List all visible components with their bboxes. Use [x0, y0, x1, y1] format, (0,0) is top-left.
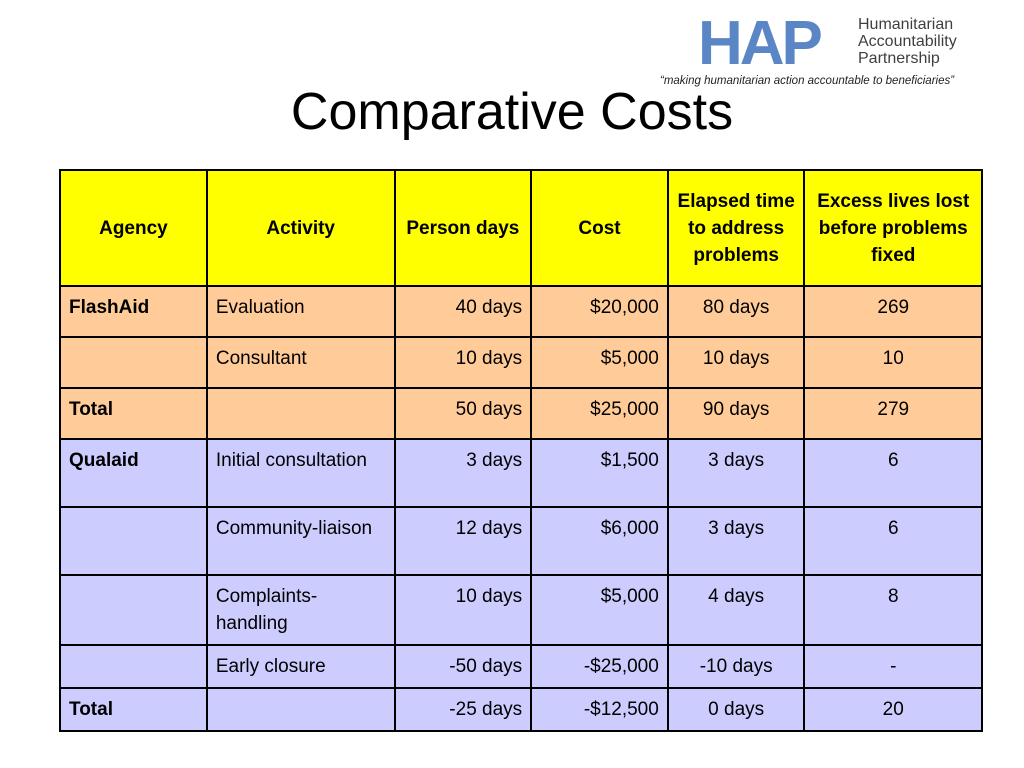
cell-cost: $20,000 [531, 286, 668, 337]
cell-excess-lives: 6 [804, 439, 982, 507]
cell-cost: $5,000 [531, 575, 668, 645]
cell-excess-lives: 269 [804, 286, 982, 337]
cell-person-days: 10 days [395, 575, 532, 645]
logo-mark: HAP [698, 9, 820, 78]
slide-title: Comparative Costs [290, 83, 734, 141]
cell-activity: Early closure [207, 645, 395, 688]
cell-elapsed-time: 3 days [668, 439, 805, 507]
table-row [60, 439, 982, 507]
logo-line-1: Humanitarian [858, 16, 954, 33]
cell-person-days: 12 days [395, 507, 532, 575]
cell-activity [207, 388, 395, 439]
cell-elapsed-time: 90 days [668, 388, 805, 439]
header-person-days: Person days [395, 170, 532, 286]
table-row [60, 575, 982, 645]
cell-person-days: 40 days [395, 286, 532, 337]
table-row [60, 388, 982, 439]
cell-person-days: 3 days [395, 439, 532, 507]
table-row [60, 688, 982, 731]
cell-agency: Total [60, 388, 207, 439]
cell-cost: $1,500 [531, 439, 668, 507]
cell-cost: -$25,000 [531, 645, 668, 688]
cell-person-days: 50 days [395, 388, 532, 439]
cell-agency [60, 645, 207, 688]
cell-excess-lives: 279 [804, 388, 982, 439]
header-cost: Cost [531, 170, 668, 286]
cell-elapsed-time: -10 days [668, 645, 805, 688]
cell-agency [60, 507, 207, 575]
cell-elapsed-time: 10 days [668, 337, 805, 388]
cell-agency: Qualaid [60, 439, 207, 507]
cell-person-days: -25 days [395, 688, 532, 731]
cell-activity: Consultant [207, 337, 395, 388]
cell-excess-lives: 6 [804, 507, 982, 575]
cell-agency [60, 337, 207, 388]
header-excess-lives: Excess lives lost before problems fixed [804, 170, 982, 286]
cell-activity: Complaints-handling [207, 575, 395, 645]
table-row [60, 645, 982, 688]
logo-tagline: “making humanitarian action accountable to beneficiaries” [660, 75, 955, 87]
cell-person-days: 10 days [395, 337, 532, 388]
cell-agency: FlashAid [60, 286, 207, 337]
logo-wordmark [858, 16, 957, 67]
cell-excess-lives: 20 [804, 688, 982, 731]
cell-cost: $6,000 [531, 507, 668, 575]
comparative-costs-table [59, 169, 983, 732]
table-body [60, 286, 982, 731]
cell-activity: Evaluation [207, 286, 395, 337]
header-elapsed-time: Elapsed time to address problems [668, 170, 805, 286]
cell-elapsed-time: 3 days [668, 507, 805, 575]
cell-elapsed-time: 0 days [668, 688, 805, 731]
cell-person-days: -50 days [395, 645, 532, 688]
cell-activity: Community-liaison [207, 507, 395, 575]
logo-line-3: Partnership [858, 50, 940, 67]
logo-line-2: Accountability [858, 33, 957, 50]
cell-cost: $25,000 [531, 388, 668, 439]
table-header-row [60, 170, 982, 286]
cell-cost: -$12,500 [531, 688, 668, 731]
header-agency: Agency [60, 170, 207, 286]
table-row [60, 507, 982, 575]
table-row [60, 286, 982, 337]
header-activity: Activity [207, 170, 395, 286]
table-row [60, 337, 982, 388]
cell-excess-lives: 8 [804, 575, 982, 645]
cell-agency: Total [60, 688, 207, 731]
cell-excess-lives: - [804, 645, 982, 688]
cell-activity [207, 688, 395, 731]
cell-activity: Initial consultation [207, 439, 395, 507]
cell-agency [60, 575, 207, 645]
cell-cost: $5,000 [531, 337, 668, 388]
cell-excess-lives: 10 [804, 337, 982, 388]
cell-elapsed-time: 80 days [668, 286, 805, 337]
cell-elapsed-time: 4 days [668, 575, 805, 645]
